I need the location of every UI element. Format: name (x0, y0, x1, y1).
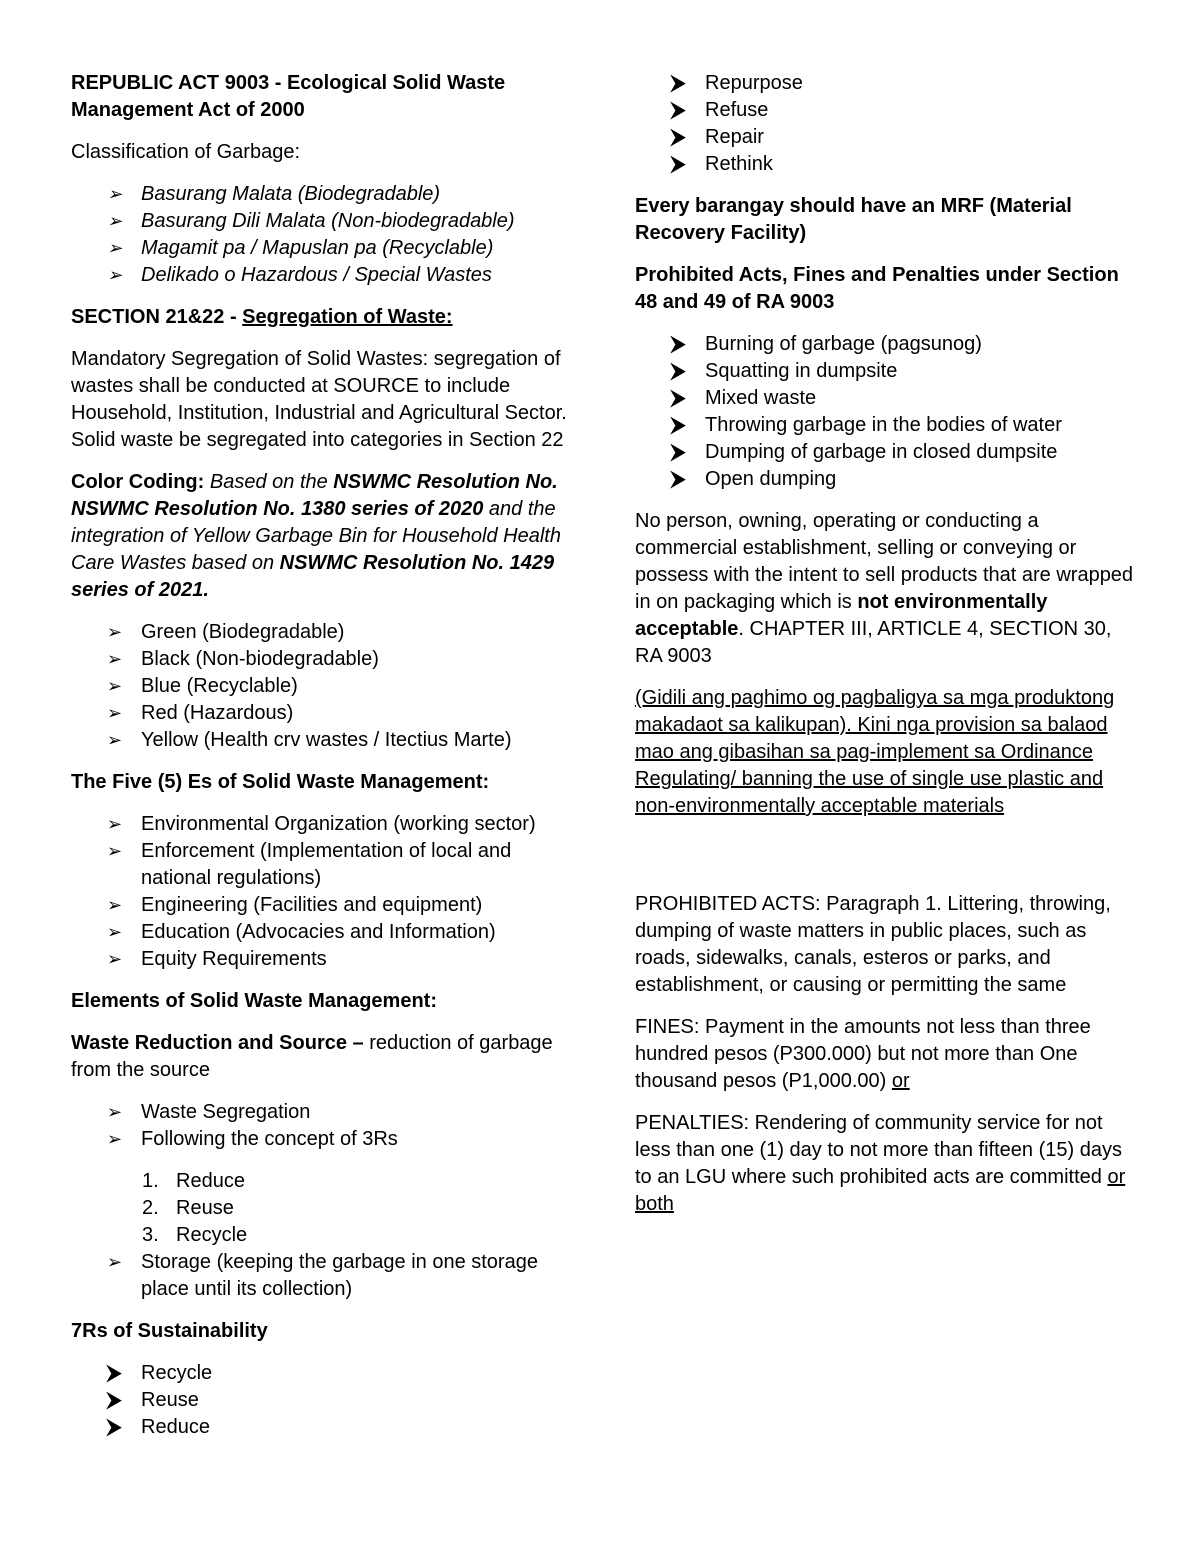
list-item (635, 124, 1140, 151)
classification-list (71, 181, 571, 289)
list-item-text: Squatting in dumpsite (705, 360, 898, 382)
list-item (71, 946, 571, 973)
list-item (71, 1249, 571, 1303)
mrf-paragraph: Every barangay should have an MRF (Material Recovery Facility) (635, 195, 1072, 244)
waste-reduction-paragraph (71, 1030, 571, 1084)
arrow-bullet-icon: ➢ (107, 238, 123, 258)
seven-rs-heading: 7Rs of Sustainability (71, 1320, 268, 1342)
list-item-text: Enforcement (Implementation of local and national regulations) (141, 840, 512, 889)
list-item (635, 358, 1140, 385)
list-item (71, 700, 571, 727)
list-item-text: Reuse (141, 1389, 199, 1411)
left-column (71, 70, 571, 1456)
arrow-bullet-icon: ⮞ (107, 1362, 122, 1384)
arrow-bullet-icon: ➢ (107, 622, 123, 642)
arrow-bullet-icon: ⮞ (671, 126, 686, 148)
list-item-text: Open dumping (705, 468, 837, 490)
list-item (71, 262, 571, 289)
item-number: 1. (142, 1170, 159, 1192)
list-item (71, 235, 571, 262)
list-item-text: Reduce (141, 1416, 210, 1438)
list-item-text: Rethink (705, 153, 773, 175)
list-item (71, 208, 571, 235)
no-person-paragraph (635, 508, 1140, 670)
list-item (71, 1126, 571, 1153)
color-list (71, 619, 571, 754)
item-number: 3. (142, 1224, 159, 1246)
list-item (71, 727, 571, 754)
storage-list (71, 1249, 571, 1303)
seven-rs-list-right (635, 70, 1140, 178)
item-text: Reduce (176, 1170, 245, 1192)
five-es-list (71, 811, 571, 973)
numbered-item (71, 1222, 571, 1249)
arrow-bullet-icon: ➢ (107, 184, 123, 204)
list-item (635, 331, 1140, 358)
color-coding-paragraph (71, 469, 571, 604)
list-item-text: Waste Segregation (141, 1101, 311, 1123)
classification-heading: Classification of Garbage: (71, 141, 301, 163)
color-coding-text-1: Based on the (204, 471, 334, 493)
list-item-text: Environmental Organization (working sector) (141, 813, 536, 835)
list-item-text: Refuse (705, 99, 769, 121)
waste-reduction-label: Waste Reduction and Source – (71, 1032, 364, 1054)
color-coding-label: Color Coding: (71, 471, 205, 493)
list-item (71, 919, 571, 946)
list-item-text: Throwing garbage in the bodies of water (705, 414, 1062, 436)
arrow-bullet-icon: ⮞ (671, 99, 686, 121)
fines-or: or (891, 1070, 910, 1092)
seven-rs-list-left (71, 1360, 571, 1441)
segregation-paragraph: Mandatory Segregation of Solid Wastes: segregation of wastes shall be conducted at SOURCE to include Household, Institution, Industrial and Agricultural Sector. Solid waste be segregated into categories in Section 22 (71, 348, 567, 451)
title-line-2: Management Act of 2000 (71, 99, 305, 121)
list-item (71, 838, 571, 892)
arrow-bullet-icon: ➢ (107, 703, 123, 723)
list-item-text: Dumping of garbage in closed dumpsite (705, 441, 1058, 463)
list-item-text: Basurang Dili Malata (Non-biodegradable) (141, 210, 515, 232)
reduction-list (71, 1099, 571, 1153)
waste-reduction-text: reduction of garbage from the source (71, 1032, 553, 1081)
list-item (635, 97, 1140, 124)
three-rs-list (71, 1168, 571, 1249)
section-21-22-heading (71, 304, 571, 331)
section-title: Segregation of Waste: (242, 306, 453, 328)
list-item-text: Equity Requirements (141, 948, 327, 970)
color-coding-resolution-1: NSWMC Resolution No. NSWMC Resolution No. 1380 series of 2020 (71, 471, 558, 520)
list-item-text: Yellow (Health crv wastes / Itectius Marte) (141, 729, 512, 751)
section-label: SECTION 21&22 - (71, 306, 243, 328)
arrow-bullet-icon: ⮞ (671, 333, 686, 355)
color-coding-resolution-2: NSWMC Resolution No. 1429 series of 2021. (71, 552, 555, 601)
list-item (71, 181, 571, 208)
arrow-bullet-icon: ➢ (107, 730, 123, 750)
arrow-bullet-icon: ➢ (107, 1129, 123, 1149)
list-item (71, 619, 571, 646)
item-text: Recycle (176, 1224, 248, 1246)
fines-text: FINES: Payment in the amounts not less than three hundred pesos (P300.000) but not more than One thousand pesos (P1,000.00) (635, 1016, 1091, 1092)
list-item-text: Black (Non-biodegradable) (141, 648, 379, 670)
list-item (71, 1414, 571, 1441)
arrow-bullet-icon: ➢ (107, 265, 123, 285)
list-item (635, 385, 1140, 412)
list-item (71, 646, 571, 673)
arrow-bullet-icon: ⮞ (107, 1389, 122, 1411)
arrow-bullet-icon: ⮞ (671, 72, 686, 94)
arrow-bullet-icon: ⮞ (671, 153, 686, 175)
list-item-text: Delikado o Hazardous / Special Wastes (141, 264, 492, 286)
list-item (71, 1387, 571, 1414)
arrow-bullet-icon: ⮞ (107, 1416, 122, 1438)
list-item (635, 412, 1140, 439)
list-item-text: Burning of garbage (pagsunog) (705, 333, 982, 355)
arrow-bullet-icon: ⮞ (671, 468, 686, 490)
list-item-text: Recycle (141, 1362, 213, 1384)
prohibited-list (635, 331, 1140, 493)
penalties-or-both: or both (635, 1166, 1126, 1215)
list-item-text: Engineering (Facilities and equipment) (141, 894, 483, 916)
arrow-bullet-icon: ⮞ (671, 387, 686, 409)
list-item-text: Magamit pa / Mapuslan pa (Recyclable) (141, 237, 494, 259)
right-column (635, 70, 1140, 1233)
five-es-heading: The Five (5) Es of Solid Waste Management: (71, 771, 490, 793)
arrow-bullet-icon: ➢ (107, 676, 123, 696)
no-person-text-1: No person, owning, operating or conducting a commercial establishment, selling or conveying or possess with the intent to sell products that are wrapped in on packaging which is (635, 510, 1134, 613)
storage-item: Storage (keeping the garbage in one storage place until its collection) (141, 1251, 538, 1300)
numbered-item (71, 1168, 571, 1195)
arrow-bullet-icon: ⮞ (671, 414, 686, 436)
prohibited-heading: Prohibited Acts, Fines and Penalties under Section 48 and 49 of RA 9003 (635, 264, 1119, 313)
title-line-1: REPUBLIC ACT 9003 - Ecological Solid Waste (71, 72, 506, 94)
list-item (635, 151, 1140, 178)
no-person-bold: not environmentally acceptable (635, 591, 1048, 640)
color-coding-text-2: and the integration of Yellow Garbage Bin for Household Health Care Wastes based on (71, 498, 561, 574)
list-item (635, 439, 1140, 466)
numbered-item (71, 1195, 571, 1222)
arrow-bullet-icon: ➢ (107, 649, 123, 669)
arrow-bullet-icon: ➢ (107, 841, 123, 861)
penalties-text: PENALTIES: Rendering of community service for not less than one (1) day to not more than fifteen (15) days to an LGU where such prohibited acts are committed (635, 1112, 1122, 1188)
list-item-text: Basurang Malata (Biodegradable) (141, 183, 441, 205)
arrow-bullet-icon: ➢ (107, 922, 123, 942)
document-title (71, 70, 571, 124)
list-item (635, 466, 1140, 493)
list-item-text: Following the concept of 3Rs (141, 1128, 398, 1150)
penalties-paragraph (635, 1110, 1140, 1218)
arrow-bullet-icon: ⮞ (671, 441, 686, 463)
elements-heading: Elements of Solid Waste Management: (71, 990, 437, 1012)
arrow-bullet-icon: ➢ (107, 895, 123, 915)
prohibited-acts-paragraph: PROHIBITED ACTS: Paragraph 1. Littering, throwing, dumping of waste matters in public places, such as roads, sidewalks, canals, esteros or parks, and establishment, or causing or permitting the same (635, 893, 1111, 996)
list-item (635, 70, 1140, 97)
fines-paragraph (635, 1014, 1140, 1095)
list-item-text: Repurpose (705, 72, 803, 94)
arrow-bullet-icon: ➢ (107, 1252, 123, 1272)
list-item-text: Blue (Recyclable) (141, 675, 298, 697)
list-item (71, 1099, 571, 1126)
list-item (71, 1360, 571, 1387)
list-item-text: Mixed waste (705, 387, 817, 409)
arrow-bullet-icon: ⮞ (671, 360, 686, 382)
list-item (71, 892, 571, 919)
spacer (635, 835, 1140, 891)
arrow-bullet-icon: ➢ (107, 211, 123, 231)
list-item (71, 811, 571, 838)
list-item-text: Education (Advocacies and Information) (141, 921, 496, 943)
no-person-text-2: . CHAPTER III, ARTICLE 4, SECTION 30, RA 9003 (635, 618, 1112, 667)
list-item-text: Red (Hazardous) (141, 702, 294, 724)
arrow-bullet-icon: ➢ (107, 949, 123, 969)
arrow-bullet-icon: ➢ (107, 1102, 123, 1122)
item-text: Reuse (176, 1197, 234, 1219)
gidili-paragraph: (Gidili ang paghimo og pagbaligya sa mga produktong makadaot sa kalikupan). Kini nga provision sa balaod mao ang gibasihan sa pag-implement sa Ordinance Regulating/ banning the use of single use plastic and non-environmentally acceptable materials (635, 687, 1115, 817)
item-number: 2. (142, 1197, 159, 1219)
list-item (71, 673, 571, 700)
list-item-text: Repair (705, 126, 764, 148)
arrow-bullet-icon: ➢ (107, 814, 123, 834)
list-item-text: Green (Biodegradable) (141, 621, 345, 643)
